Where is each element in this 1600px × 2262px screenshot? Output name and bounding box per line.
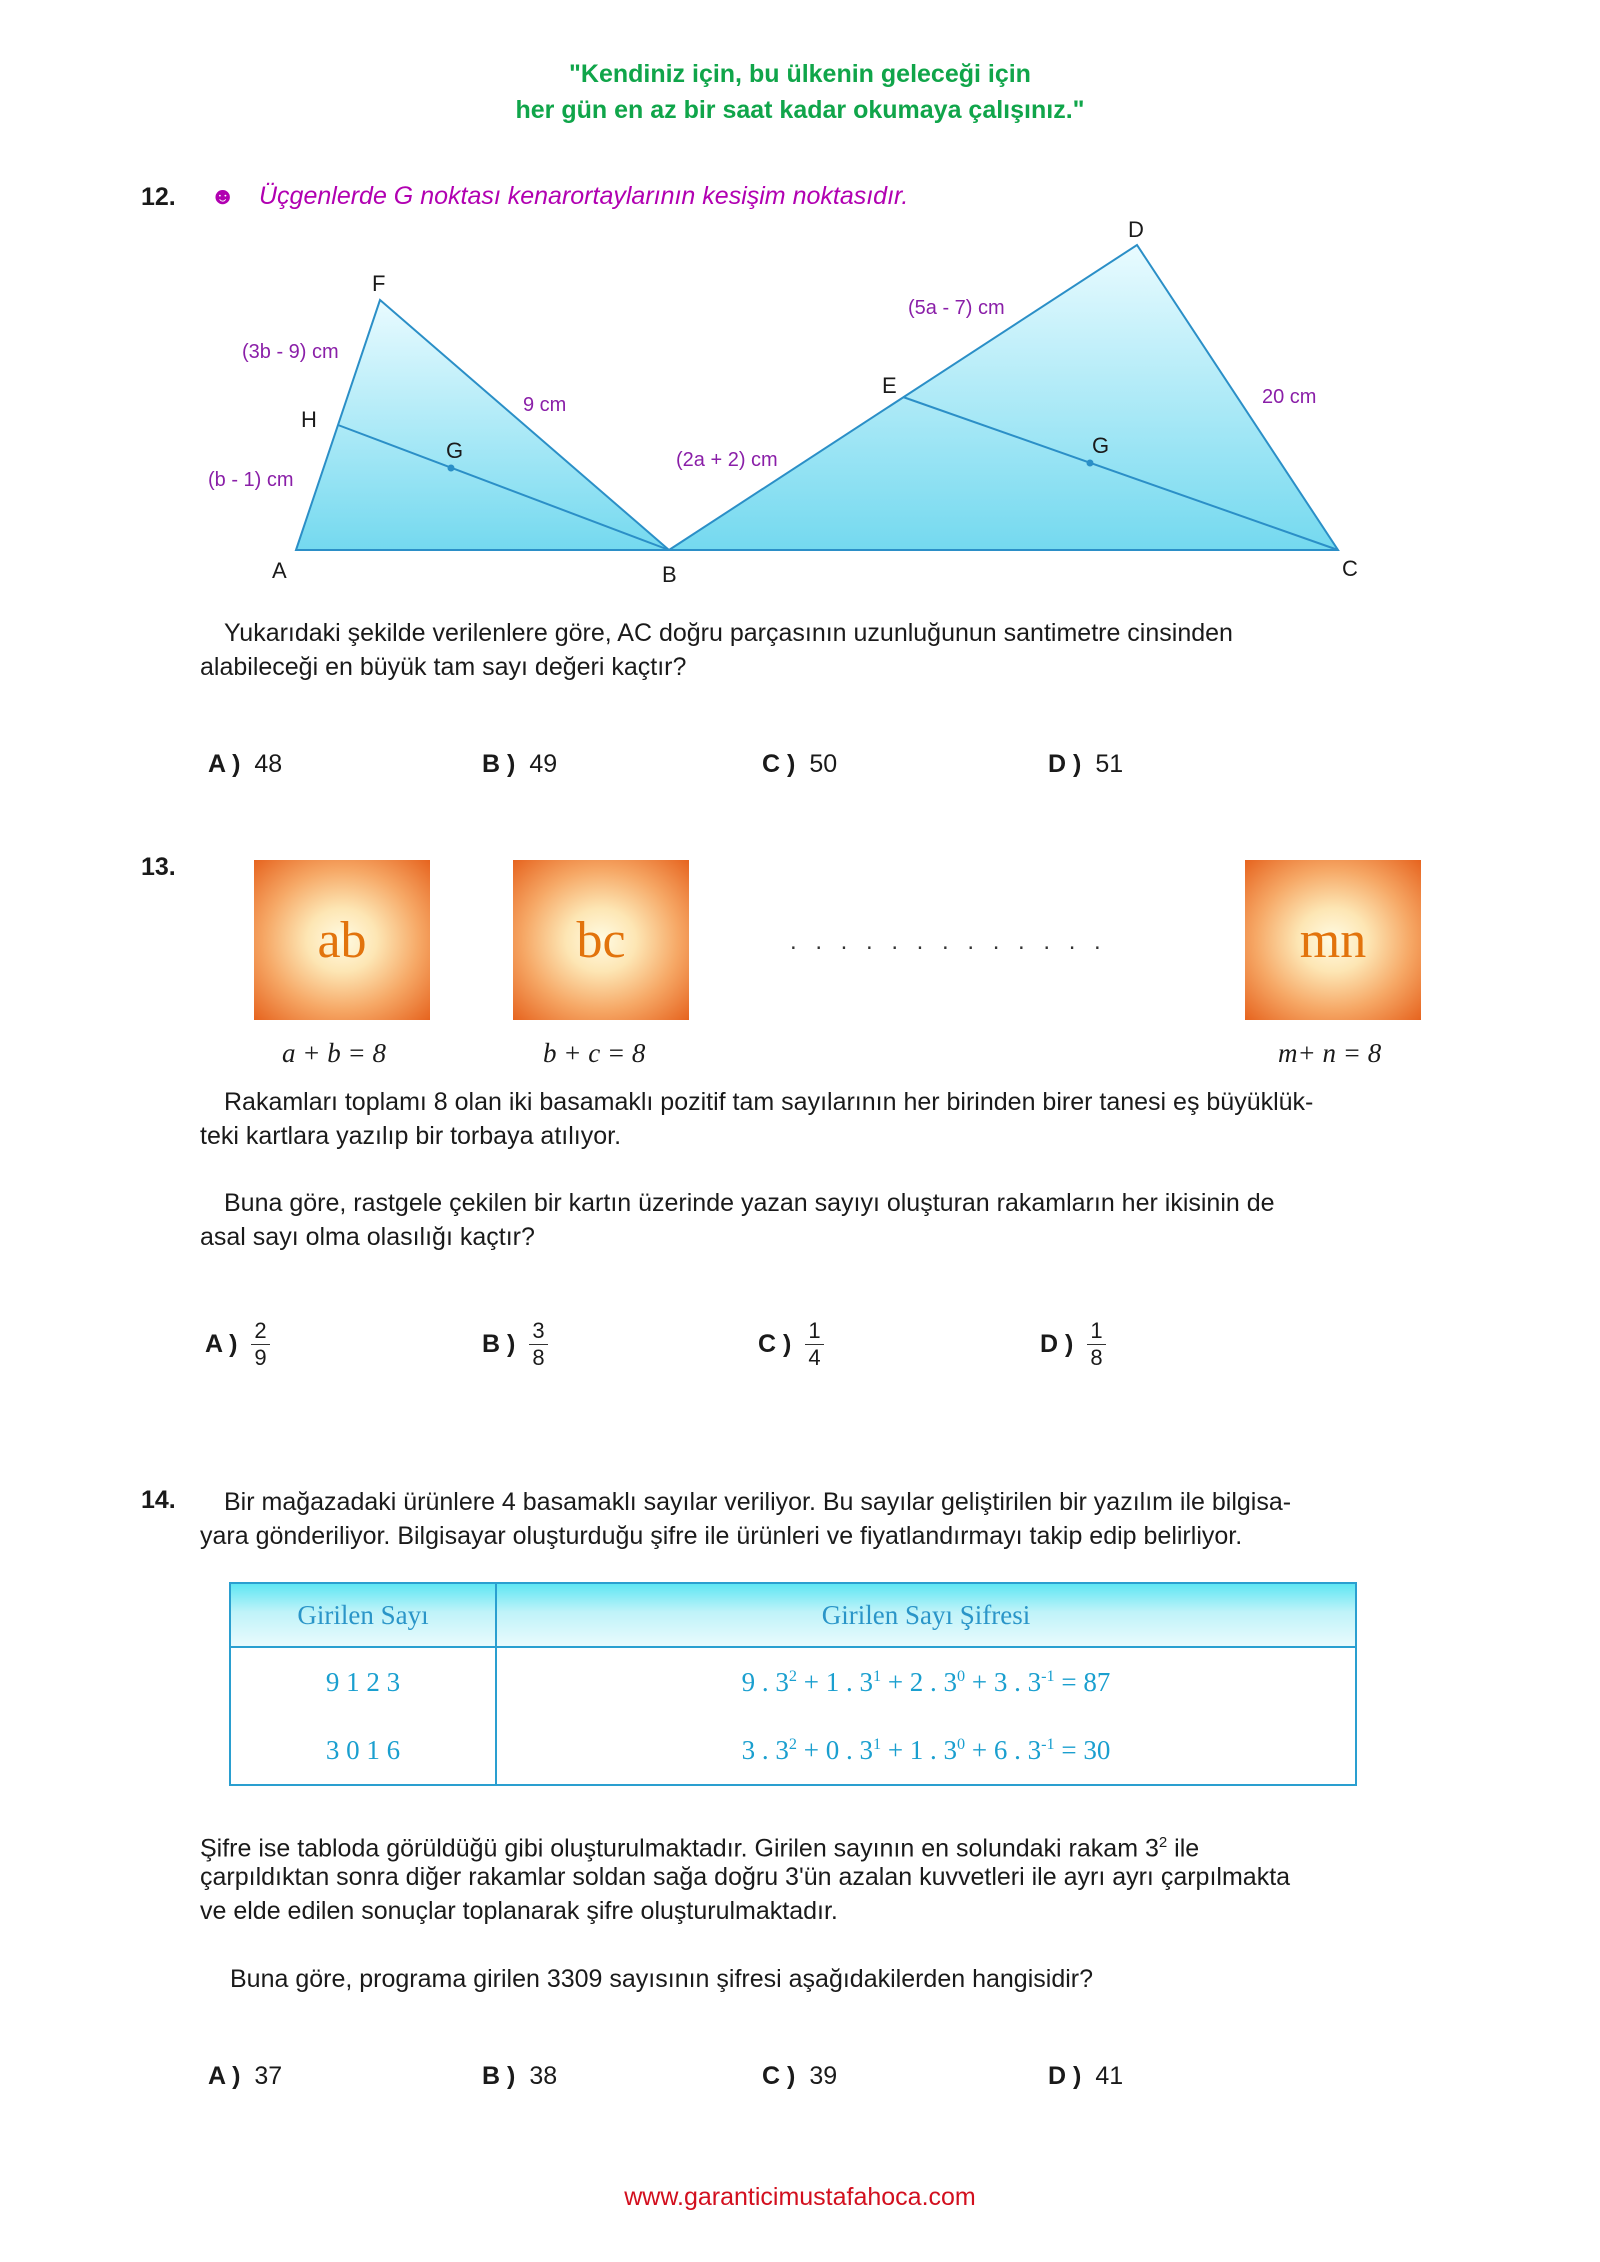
q14-option-d[interactable] [1048, 2062, 1123, 2091]
question-12-hint: Üçgenlerde G noktası kenarortaylarının kesişim noktasıdır. [259, 182, 909, 210]
q12-option-a[interactable] [208, 750, 282, 779]
triangle-figure [0, 0, 1600, 620]
q12-option-d[interactable] [1048, 750, 1123, 779]
denominator: 8 [1090, 1345, 1103, 1370]
card-mn: mn [1245, 860, 1421, 1020]
q13-option-b[interactable] [482, 1318, 548, 1371]
option-letter: C ) [762, 2062, 796, 2090]
header-cipher: Girilen Sayı Şifresi [496, 1583, 1356, 1647]
smiley-icon: ☻ [210, 183, 236, 210]
entered-number: 9 1 2 3 [230, 1647, 496, 1716]
fraction [529, 1318, 547, 1371]
digit: 0 [825, 1734, 840, 1765]
option-value: 48 [254, 750, 283, 778]
option-letter: D ) [1048, 2062, 1082, 2090]
question-13-number: 13. [141, 853, 176, 881]
numerator: 1 [805, 1318, 823, 1345]
denominator: 8 [532, 1345, 545, 1370]
explain-superscript: 2 [1158, 1834, 1168, 1851]
option-letter: B ) [482, 750, 516, 778]
question-14-number: 14. [141, 1486, 176, 1514]
question-12-line-2: alabileceği en büyük tam sayı değeri kaçtır? [200, 653, 687, 681]
table-row [230, 1716, 1356, 1785]
option-letter: D ) [1048, 750, 1082, 778]
option-letter: B ) [482, 2062, 516, 2090]
digit: 1 [909, 1734, 924, 1765]
label-ah: (b - 1) cm [208, 469, 294, 491]
equation-ab: a + b = 8 [282, 1038, 386, 1068]
fraction [805, 1318, 823, 1371]
triangle-abf [296, 300, 669, 550]
denominator: 4 [808, 1345, 821, 1370]
label-be: (2a + 2) cm [676, 449, 778, 471]
option-value: 39 [809, 2062, 838, 2090]
header-entered-number: Girilen Sayı [230, 1583, 496, 1647]
label-dc: 20 cm [1262, 386, 1317, 408]
option-value: 51 [1095, 750, 1124, 778]
q14-option-c[interactable] [762, 2062, 837, 2091]
card-bc: bc [513, 860, 689, 1020]
q12-option-b[interactable] [482, 750, 557, 779]
question-13-para-1-line-2: teki kartlara yazılıp bir torbaya atılıyor. [200, 1122, 622, 1150]
option-value: 37 [254, 2062, 283, 2090]
point-h: H [301, 407, 317, 432]
q14-option-b[interactable] [482, 2062, 557, 2091]
option-letter: B ) [482, 1330, 516, 1358]
question-12-line-1: Yukarıdaki şekilde verilenlere göre, AC doğru parçasının uzunluğunun santimetre cinsinden [224, 619, 1233, 647]
question-14-explain-line-2: çarpıldıktan sonra diğer rakamlar soldan sağa doğru 3'ün azalan kuvvetleri ile ayrı ayrı çarpılmakta [200, 1863, 1291, 1891]
question-12-number: 12. [141, 183, 176, 211]
fraction [251, 1318, 269, 1371]
option-value: 49 [529, 750, 558, 778]
point-b: B [662, 562, 677, 587]
equation-mn: m+ n = 8 [1278, 1038, 1382, 1068]
question-14-intro-line-2: yara gönderiliyor. Bilgisayar oluşturduğu şifre ile ürünleri ve fiyatlandırmayı takip edip belirliyor. [200, 1522, 1243, 1550]
explain-text: Şifre ise tabloda görüldüğü gibi oluşturulmaktadır. Girilen sayının en solundaki rakam 3 [200, 1834, 1159, 1863]
point-f: F [372, 271, 386, 296]
fraction [1087, 1318, 1105, 1371]
denominator: 9 [254, 1345, 267, 1370]
digit: 9 [741, 1666, 756, 1697]
ellipsis: . . . . . . . . . . . . . [790, 928, 1107, 955]
question-13-para-2-line-1: Buna göre, rastgele çekilen bir kartın üzerinde yazan sayıyı oluşturan rakamların her ikisinin de [224, 1189, 1275, 1217]
q13-option-a[interactable] [205, 1318, 270, 1371]
digit: 3 [741, 1734, 756, 1765]
footer-url[interactable]: www.garanticimustafahoca.com [624, 2183, 976, 2211]
question-14-explain-line-3: ve elde edilen sonuçlar toplanarak şifre oluşturulmaktadır. [200, 1897, 838, 1925]
question-13-para-2-line-2: asal sayı olma olasılığı kaçtır? [200, 1223, 535, 1251]
point-c: C [1342, 556, 1358, 581]
point-g2: G [1092, 433, 1110, 458]
motto-line-1: "Kendiniz için, bu ülkenin geleceği için [569, 60, 1031, 88]
option-letter: A ) [208, 750, 241, 778]
label-ed: (5a - 7) cm [908, 297, 1005, 319]
explain-text-end: ile [1167, 1834, 1200, 1863]
cipher-result: 87 [1083, 1666, 1111, 1697]
point-d: D [1128, 217, 1144, 242]
point-e: E [882, 373, 897, 398]
option-letter: D ) [1040, 1330, 1074, 1358]
option-letter: A ) [208, 2062, 241, 2090]
digit: 2 [909, 1666, 924, 1697]
cipher-formula: 3 . $3^2 + 0$ . $3^1 + 1$ . $3^0 + 6$ . $3^{-1} = 30$ [496, 1716, 1356, 1785]
point-g1: G [446, 438, 464, 463]
cipher-table [229, 1582, 1357, 1786]
q13-option-c[interactable] [758, 1318, 824, 1371]
q14-option-a[interactable] [208, 2062, 282, 2091]
q12-option-c[interactable] [762, 750, 837, 779]
card-ab: ab [254, 860, 430, 1020]
triangle-bcd [669, 245, 1338, 550]
centroid-g1 [448, 465, 455, 472]
motto-line-2: her gün en az bir saat kadar okumaya çalışınız." [515, 96, 1085, 124]
table-header-row [230, 1583, 1356, 1647]
digit: 6 [993, 1734, 1008, 1765]
q13-option-d[interactable] [1040, 1318, 1106, 1371]
numerator: 2 [251, 1318, 269, 1345]
question-14-intro-line-1: Bir mağazadaki ürünlere 4 basamaklı sayılar veriliyor. Bu sayılar geliştirilen bir yazılım ile bilgisa- [224, 1488, 1292, 1516]
centroid-g2 [1087, 460, 1094, 467]
option-value: 38 [529, 2062, 558, 2090]
numerator: 1 [1087, 1318, 1105, 1345]
table-row [230, 1647, 1356, 1716]
option-value: 50 [809, 750, 838, 778]
option-letter: A ) [205, 1330, 238, 1358]
digit: 1 [825, 1666, 840, 1697]
option-value: 41 [1095, 2062, 1124, 2090]
cipher-result: 30 [1083, 1734, 1111, 1765]
label-hf: (3b - 9) cm [242, 341, 339, 363]
equation-bc: b + c = 8 [543, 1038, 646, 1068]
question-13-para-1-line-1: Rakamları toplamı 8 olan iki basamaklı pozitif tam sayılarının her birinden birer tanesi eş büyüklük- [224, 1088, 1314, 1116]
option-letter: C ) [758, 1330, 792, 1358]
question-14-prompt: Buna göre, programa girilen 3309 sayısının şifresi aşağıdakilerden hangisidir? [230, 1965, 1094, 1993]
label-fg: 9 cm [523, 394, 567, 416]
entered-number: 3 0 1 6 [230, 1716, 496, 1785]
option-letter: C ) [762, 750, 796, 778]
cipher-formula: 9 . $3^2 + 1$ . $3^1 + 2$ . $3^0 + 3$ . $3^{-1} = 87$ [496, 1647, 1356, 1716]
point-a: A [272, 558, 287, 583]
digit: 3 [993, 1666, 1008, 1697]
numerator: 3 [529, 1318, 547, 1345]
